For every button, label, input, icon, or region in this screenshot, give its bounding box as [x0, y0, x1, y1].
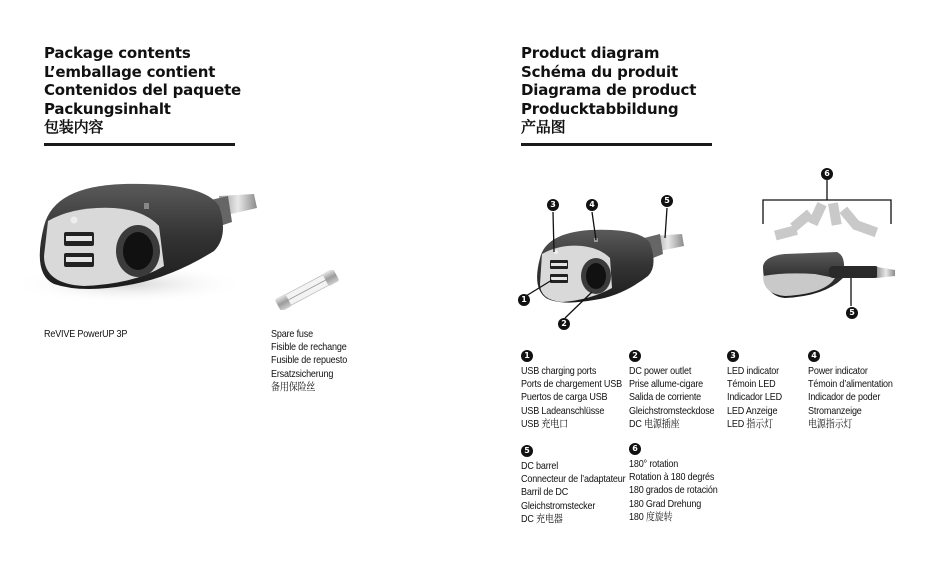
legend-text: [808, 365, 893, 431]
legend-number: 5: [521, 445, 533, 457]
legend-line: Connecteur de l’adaptateur: [521, 473, 626, 486]
legend-number: 1: [521, 350, 533, 362]
product-diagram-image: [510, 188, 710, 338]
callout-5-rotation: 5: [846, 307, 858, 319]
heading-line-es: Contenidos del paquete: [44, 81, 242, 99]
callout-4: 4: [586, 199, 598, 211]
legend-text: [521, 460, 625, 526]
legend-line: Salida de corriente: [629, 391, 702, 404]
legend-number: 3: [727, 350, 739, 362]
caption-line: Fisible de rechange: [271, 341, 347, 354]
legend-line: Indicador LED: [727, 391, 782, 404]
legend-line: Gleichstromsteckdose: [629, 404, 715, 417]
legend-line: DC 电源插座: [629, 417, 680, 430]
heading-line-en: Product diagram: [521, 44, 660, 62]
heading-line-fr: L’emballage contient: [44, 62, 216, 81]
legend-line: DC barrel: [521, 460, 559, 472]
callout-5: 5: [661, 195, 673, 207]
legend-line: Rotation à 180 degrés: [629, 471, 715, 484]
product-image: [14, 166, 264, 306]
legend-item-1: [521, 350, 638, 431]
legend-text: [629, 365, 714, 431]
spare-fuse-caption: [271, 328, 347, 394]
legend-line: LED Anzeige: [727, 404, 778, 417]
legend-item-3: [727, 350, 791, 431]
legend-line: Gleichstromstecker: [521, 499, 596, 512]
legend-line: USB 充电口: [521, 417, 568, 430]
legend-line: 180 Grad Drehung: [629, 497, 702, 510]
callout-6: 6: [821, 168, 833, 180]
caption-line: 备用保险丝: [271, 380, 316, 393]
legend-number: 4: [808, 350, 820, 362]
callout-1: 1: [518, 294, 530, 306]
product-caption: [44, 328, 127, 341]
legend-line: Ports de chargement USB: [521, 378, 622, 391]
caption-line: Fusible de repuesto: [271, 354, 348, 367]
legend-line: DC power outlet: [629, 365, 692, 377]
heading-line-zh: 产品图: [521, 118, 566, 136]
legend-line: USB charging ports: [521, 365, 597, 377]
legend-item-6: [629, 443, 732, 524]
legend-item-5: [521, 445, 642, 526]
legend-line: 180 grados de rotación: [629, 484, 718, 497]
product-diagram-heading: [521, 44, 696, 137]
legend-text: [521, 365, 622, 431]
package-contents-heading: [44, 44, 241, 137]
legend-line: 180° rotation: [629, 458, 679, 470]
legend-line: 180 度旋转: [629, 510, 673, 523]
legend-text: [727, 365, 782, 431]
callout-2: 2: [558, 318, 570, 330]
legend-line: DC 充电器: [521, 512, 563, 525]
heading-rule: [44, 143, 235, 146]
legend-line: USB Ladeanschlüsse: [521, 404, 605, 417]
caption-line: Ersatzsicherung: [271, 367, 334, 380]
heading-line-fr: Schéma du produit: [521, 62, 678, 81]
legend-line: LED 指示灯: [727, 417, 773, 430]
caption-line: ReVIVE PowerUP 3P: [44, 328, 128, 340]
legend-line: Prise allume-cigare: [629, 378, 704, 391]
legend-line: LED indicator: [727, 365, 779, 377]
rotation-diagram-image: [745, 166, 910, 326]
legend-line: Puertos de carga USB: [521, 391, 608, 404]
heading-line-de: Producktabbildung: [521, 99, 679, 118]
caption-line: Spare fuse: [271, 328, 313, 340]
legend-line: Indicador de poder: [808, 391, 881, 404]
legend-line: 电源指示灯: [808, 417, 853, 430]
legend-text: [629, 458, 718, 524]
heading-rule: [521, 143, 712, 146]
legend-number: 6: [629, 443, 641, 455]
legend-line: Barril de DC: [521, 486, 569, 499]
heading-line-en: Package contents: [44, 44, 191, 62]
heading-line-zh: 包装内容: [44, 118, 104, 136]
legend-item-4: [808, 350, 907, 431]
legend-line: Stromanzeige: [808, 404, 862, 417]
legend-line: Power indicator: [808, 365, 868, 377]
callout-3: 3: [547, 199, 559, 211]
legend-line: Témoin d’alimentation: [808, 378, 893, 391]
spare-fuse-image: [268, 270, 346, 310]
heading-line-de: Packungsinhalt: [44, 99, 171, 118]
legend-number: 2: [629, 350, 641, 362]
legend-item-2: [629, 350, 728, 431]
legend-line: Témoin LED: [727, 378, 776, 391]
heading-line-es: Diagrama de product: [521, 81, 697, 99]
